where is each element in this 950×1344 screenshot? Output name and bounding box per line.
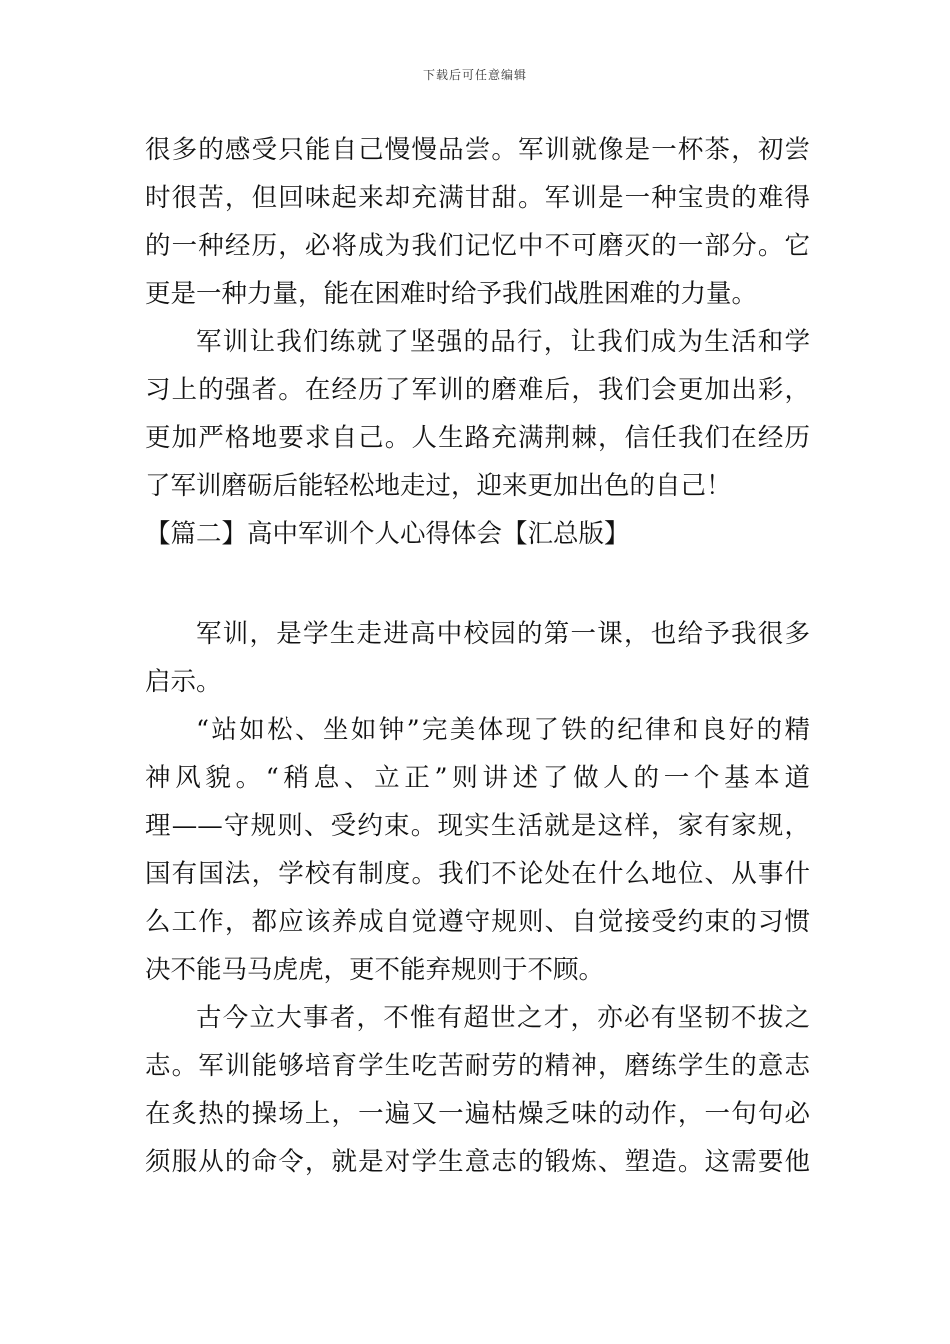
text-line: 神风貌。“稍息、立正”则讲述了做人的一个基本道 [145,763,810,793]
heading-line: 【篇二】高中军训个人心得体会【汇总版】 [145,519,630,549]
text-line: 军训让我们练就了坚强的品行，让我们成为生活和学 [196,327,810,357]
text-line: 理——守规则、受约束。现实生活就是这样，家有家规， [145,811,810,841]
text-line: 习上的强者。在经历了军训的磨难后，我们会更加出彩， [145,375,810,405]
text-line: 更加严格地要求自己。人生路充满荆棘，信任我们在经历 [145,423,810,453]
text-line: 古今立大事者，不惟有超世之才，亦必有坚韧不拔之 [196,1003,810,1033]
text-line: 国有国法，学校有制度。我们不论处在什么地位、从事什 [145,859,810,889]
text-line: 须服从的命令，就是对学生意志的锻炼、塑造。这需要他 [145,1147,810,1177]
paragraph [145,126,810,318]
text-line: 志。军训能够培育学生吃苦耐劳的精神，磨练学生的意志 [145,1051,810,1081]
section-heading [145,510,810,558]
paragraph [145,706,810,994]
paragraph [145,318,810,510]
text-line: 的一种经历，必将成为我们记忆中不可磨灭的一部分。它 [145,231,810,261]
text-line: 启示。 [145,667,222,697]
paragraph [145,610,810,706]
text-line: 更是一种力量，能在困难时给予我们战胜困难的力量。 [145,279,758,309]
text-line: 时很苦，但回味起来却充满甘甜。军训是一种宝贵的难得 [145,183,810,213]
text-line: 很多的感受只能自己慢慢品尝。军训就像是一杯茶，初尝 [145,135,810,165]
document-body [145,126,810,1186]
text-line: 在炙热的操场上，一遍又一遍枯燥乏味的动作，一句句必 [145,1099,810,1129]
text-line: 了军训磨砺后能轻松地走过，迎来更加出色的自己！ [145,471,732,501]
text-line: 决不能马马虎虎，更不能弃规则于不顾。 [145,955,605,985]
text-line: “站如松、坐如钟”完美体现了铁的纪律和良好的精 [196,715,810,745]
blank-line [145,558,810,610]
paragraph [145,994,810,1186]
text-line: 么工作，都应该养成自觉遵守规则、自觉接受约束的习惯 [145,907,810,937]
text-line: 军训，是学生走进高中校园的第一课，也给予我很多 [196,619,810,649]
page-header: 下载后可任意编辑 [422,68,527,82]
